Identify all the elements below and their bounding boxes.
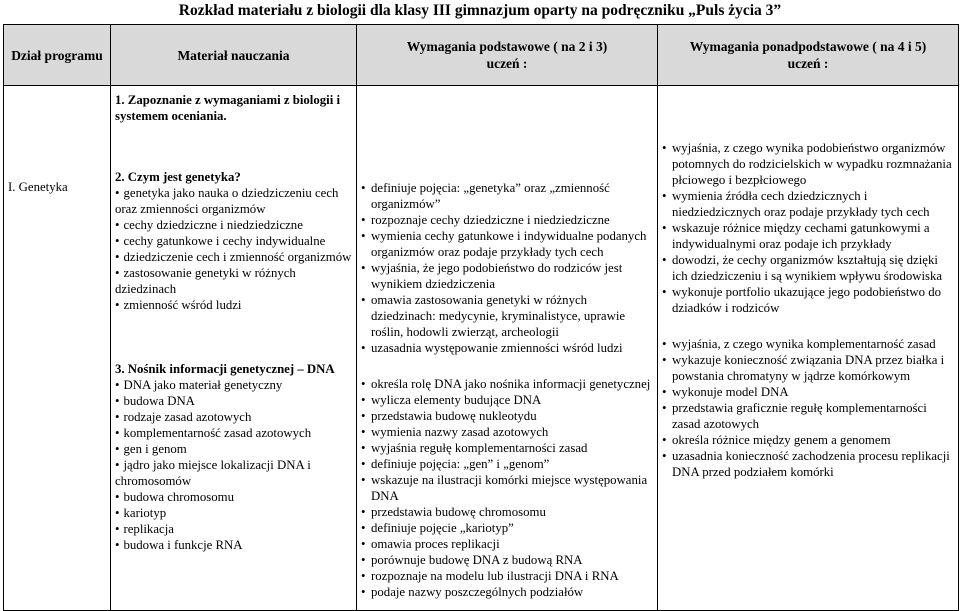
list-item: • wykazuje konieczność związania DNA przez białka i powstania chromatyny w jądrze komórkowym [662,352,954,384]
list-item: • DNA jako materiał genetyczny [115,377,352,393]
list-item: • definiuje pojęcie „kariotyp” [361,520,653,536]
department-cell [4,86,111,611]
basic-list-topic-2 [361,180,653,356]
header-advanced-line2: uczeń : [787,56,829,71]
list-item: • budowa DNA [115,393,352,409]
spacer [662,316,954,336]
advanced-list-topic-3 [662,336,954,480]
department-label: I. Genetyka [8,180,68,194]
list-item: • replikacja [115,521,352,537]
list-item: • rozpoznaje na modelu lub ilustracji DNA i RNA [361,568,653,584]
spacer [115,313,352,361]
list-item: • rodzaje zasad azotowych [115,409,352,425]
list-item: • genetyka jako nauka o dziedziczeniu cech oraz zmienności organizmów [115,185,352,217]
list-item: • dziedziczenie cech i zmienność organizmów [115,249,352,265]
curriculum-table [3,24,959,611]
list-item: • porównuje budowę DNA z budową RNA [361,552,653,568]
list-item: • budowa chromosomu [115,489,352,505]
list-item: • określa rolę DNA jako nośnika informacji genetycznej [361,376,653,392]
advanced-list-topic-2 [662,140,954,316]
list-item: • komplementarność zasad azotowych [115,425,352,441]
list-item: • jądro jako miejsce lokalizacji DNA i chromosomów [115,457,352,489]
table-row [4,86,959,611]
list-item: • wskazuje na ilustracji komórki miejsce występowania DNA [361,472,653,504]
list-item: • definiuje pojęcia: „gen” i „genom” [361,456,653,472]
list-item: • wskazuje różnice między cechami gatunkowymi a indywidualnymi oraz podaje ich przykłady [662,220,954,252]
list-item: • przedstawia budowę nukleotydu [361,408,653,424]
header-basic-requirements [357,25,658,86]
topic-3-list [115,377,352,553]
list-item: • wymienia nazwy zasad azotowych [361,424,653,440]
topic-3-title: 3. Nośnik informacji genetycznej – DNA [115,362,335,376]
material-cell [111,86,357,611]
document-title: Rozkład materiału z biologii dla klasy III gimnazjum oparty na podręczniku „Puls życia 3” [178,2,782,19]
spacer [361,356,653,376]
topic-2-title: 2. Czym jest genetyka? [115,170,241,184]
list-item: • zmienność wśród ludzi [115,297,352,313]
basic-requirements-cell [357,86,658,611]
list-item: • wyjaśnia, z czego wynika podobieństwo organizmów potomnych do rodzicielskich w wypadku rozmnażania płciowego i bezpłciowego [662,140,954,188]
basic-list-topic-3 [361,376,653,600]
list-item: • budowa i funkcje RNA [115,537,352,553]
header-basic-line1: Wymagania podstawowe ( na 2 i 3) [406,39,608,54]
list-item: • wymienia cechy gatunkowe i indywidualne podanych organizmów oraz podaje przykłady tych cech [361,228,653,260]
topic-1: 1. Zapoznanie z wymaganiami z biologii i systemem oceniania. [115,93,341,123]
header-advanced-requirements [658,25,959,86]
list-item: • podaje nazwy poszczególnych podziałów [361,584,653,600]
list-item: • wyjaśnia regułę komplementarności zasad [361,440,653,456]
list-item: • dowodzi, że cechy organizmów kształtują się dzięki ich dziedziczeniu i są wynikiem wpływu środowiska [662,252,954,284]
list-item: • rozpoznaje cechy dziedziczne i niedziedziczne [361,212,653,228]
list-item: • cechy dziedziczne i niedziedziczne [115,217,352,233]
list-item: • uzasadnia występowanie zmienności wśród ludzi [361,340,653,356]
header-basic-line2: uczeń : [486,56,528,71]
list-item: • wymienia źródła cech dziedzicznych i niedziedzicznych oraz podaje przykłady tych cech [662,188,954,220]
header-advanced-line1: Wymagania ponadpodstawowe ( na 4 i 5) [689,39,927,54]
list-item: • definiuje pojęcia: „genetyka” oraz „zmienność organizmów” [361,180,653,212]
header-material: Materiał nauczania [111,25,357,86]
list-item: • wykonuje model DNA [662,384,954,400]
list-item: • zastosowanie genetyki w różnych dziedzinach [115,265,352,297]
list-item: • kariotyp [115,505,352,521]
list-item: • cechy gatunkowe i cechy indywidualne [115,233,352,249]
table-header-row [4,25,959,86]
header-department: Dział programu [4,25,111,86]
list-item: • uzasadnia konieczność zachodzenia procesu replikacji DNA przed podziałem komórki [662,448,954,480]
list-item: • gen i genom [115,441,352,457]
list-item: • wylicza elementy budujące DNA [361,392,653,408]
list-item: • omawia zastosowania genetyki w różnych dziedzinach: medycynie, kryminalistyce, uprawie roślin, hodowli zwierząt, archeologii [361,292,653,340]
list-item: • przedstawia graficznie regułę komplementarności zasad azotowych [662,400,954,432]
list-item: • omawia proces replikacji [361,536,653,552]
topic-2-list [115,185,352,313]
list-item: • wyjaśnia, z czego wynika komplementarność zasad [662,336,954,352]
list-item: • wyjaśnia, że jego podobieństwo do rodziców jest wynikiem dziedziczenia [361,260,653,292]
list-item: • określa różnice między genem a genomem [662,432,954,448]
list-item: • wykonuje portfolio ukazujące jego podobieństwo do dziadków i rodziców [662,284,954,316]
list-item: • przedstawia budowę chromosomu [361,504,653,520]
advanced-requirements-cell [658,86,959,611]
